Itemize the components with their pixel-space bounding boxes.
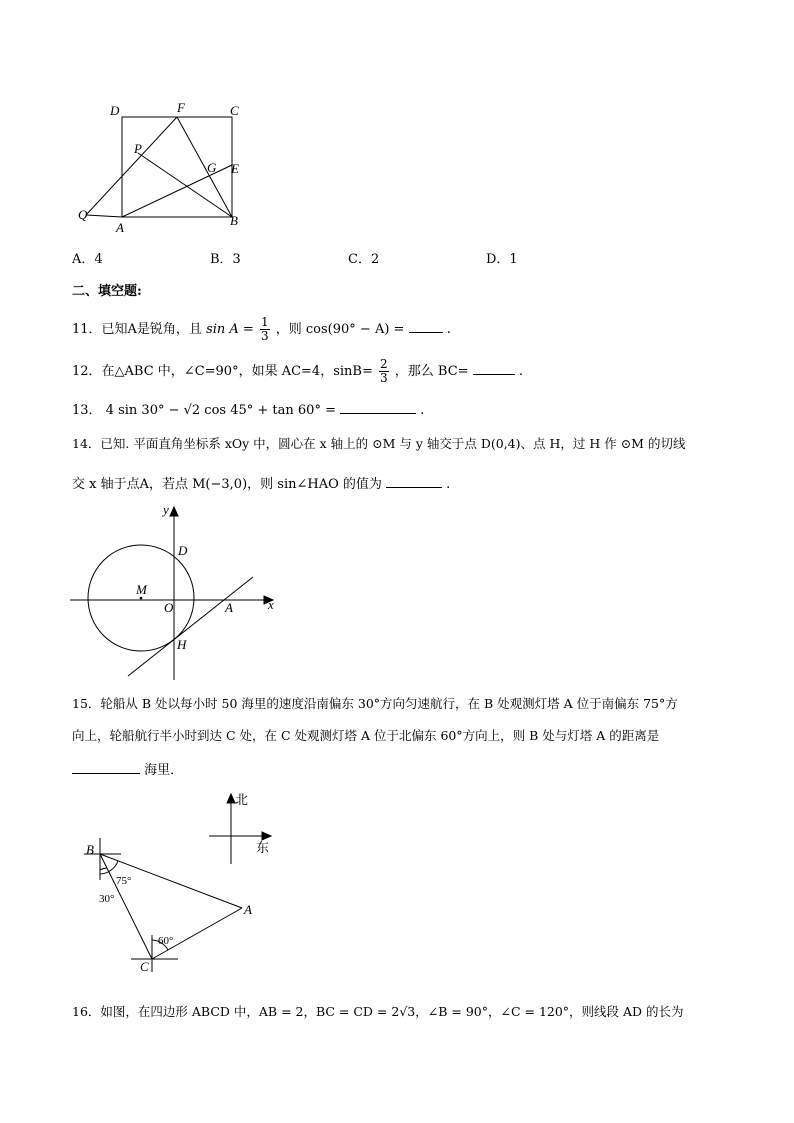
question-11 xyxy=(72,316,451,343)
question-14-line1: 14．已知. 平面直角坐标系 xOy 中，圆心在 x 轴上的 ⊙M 与 y 轴交于点 D(0,4)、点 H，过 H 作 ⊙M 的切线 xyxy=(72,436,686,451)
label-m: M xyxy=(136,582,147,597)
section-title: 二、填空题: xyxy=(72,284,142,299)
question-14-line2 xyxy=(72,474,450,493)
q11-mid: ，则 xyxy=(275,322,302,337)
q11-den: 3 xyxy=(260,329,269,343)
label-d: D xyxy=(110,103,120,118)
option-b: B．3 xyxy=(210,252,241,267)
q14-blank xyxy=(386,474,442,488)
q13-number: 13． xyxy=(72,403,102,418)
figure-square-diagram xyxy=(70,95,260,245)
question-15-line2: 向上，轮船航行半小时到达 C 处，在 C 处观测灯塔 A 位于北偏东 60°方向上，则 B 处与灯塔 A 的距离是 xyxy=(72,728,660,743)
figure-navigation-diagram xyxy=(76,790,296,980)
q13-end: . xyxy=(420,403,425,418)
compass-east-arrow xyxy=(262,832,271,840)
question-16: 16．如图，在四边形 ABCD 中，AB = 2，BC = CD = 2√3，∠B = 90°，∠C = 120°，则线段 AD 的长为 xyxy=(72,1004,684,1019)
q12-mid: ，那么 BC= xyxy=(394,364,469,379)
question-15-line3 xyxy=(72,760,183,779)
q15-suffix: 海里． xyxy=(144,763,184,778)
question-15-line1: 15．轮船从 B 处以每小时 50 海里的速度沿南偏东 30°方向匀速航行，在 B 处观测灯塔 A 位于南偏东 75°方 xyxy=(72,696,678,711)
option-c: C．2 xyxy=(348,252,380,267)
compass-north-arrow xyxy=(227,794,235,803)
q14-end: . xyxy=(446,477,451,492)
line-qa xyxy=(86,215,122,217)
center-point-m xyxy=(140,597,143,600)
q11-end: . xyxy=(446,322,451,337)
q15-blank xyxy=(72,760,140,774)
line-qf xyxy=(86,117,177,215)
figure-circle-diagram xyxy=(68,500,288,685)
line-fb xyxy=(177,117,232,217)
q14-line2-text: 交 x 轴于点A，若点 M(−3,0)，则 sin∠HAO 的值为 xyxy=(72,477,382,492)
label-c: C xyxy=(230,103,239,118)
q11-prefix: 11．已知A是锐角，且 xyxy=(72,322,202,337)
label-30: 30° xyxy=(99,893,115,905)
label-y: y xyxy=(163,502,169,517)
line-ca xyxy=(152,908,242,959)
q11-sin: sin A = xyxy=(206,322,254,337)
label-o: O xyxy=(164,600,174,615)
label-north: 北 xyxy=(235,792,249,807)
label-p: P xyxy=(134,141,142,156)
q13-blank xyxy=(340,400,416,414)
q11-num: 1 xyxy=(260,315,269,329)
label-a: A xyxy=(116,220,124,235)
label-q: Q xyxy=(78,207,88,222)
option-a: A．4 xyxy=(72,252,103,267)
label-east: 东 xyxy=(256,840,270,855)
q13-expr: 4 sin 30° − √2 cos 45° + tan 60° = xyxy=(105,403,336,418)
label-a: A xyxy=(244,902,252,917)
q12-den: 3 xyxy=(380,371,388,385)
arc-75 xyxy=(100,861,118,874)
label-75: 75° xyxy=(116,875,132,887)
label-e: E xyxy=(231,161,239,176)
q12-blank xyxy=(473,361,515,375)
arc-30 xyxy=(100,868,107,870)
option-d: D．1 xyxy=(486,252,518,267)
q11-fraction xyxy=(260,316,270,343)
label-c: C xyxy=(140,959,149,974)
label-b: B xyxy=(230,213,238,228)
label-b: B xyxy=(86,842,94,857)
q12-fraction xyxy=(379,358,389,385)
label-h: H xyxy=(177,637,187,652)
label-d: D xyxy=(178,543,188,558)
label-x: x xyxy=(268,597,274,612)
question-12 xyxy=(72,358,523,385)
label-g: G xyxy=(207,160,217,175)
q12-num: 2 xyxy=(380,357,388,371)
line-pb xyxy=(138,153,232,217)
label-60: 60° xyxy=(158,935,174,947)
label-f: F xyxy=(177,100,185,115)
q12-prefix: 12．在△ABC 中，∠C=90°，如果 AC=4，sinB= xyxy=(72,364,373,379)
y-arrow xyxy=(170,507,178,516)
q11-cos: cos(90° − A) = xyxy=(305,322,405,337)
q12-end: . xyxy=(518,364,523,379)
label-a: A xyxy=(225,600,233,615)
q11-blank xyxy=(409,319,443,333)
line-bc xyxy=(100,854,152,959)
question-13 xyxy=(72,400,424,419)
